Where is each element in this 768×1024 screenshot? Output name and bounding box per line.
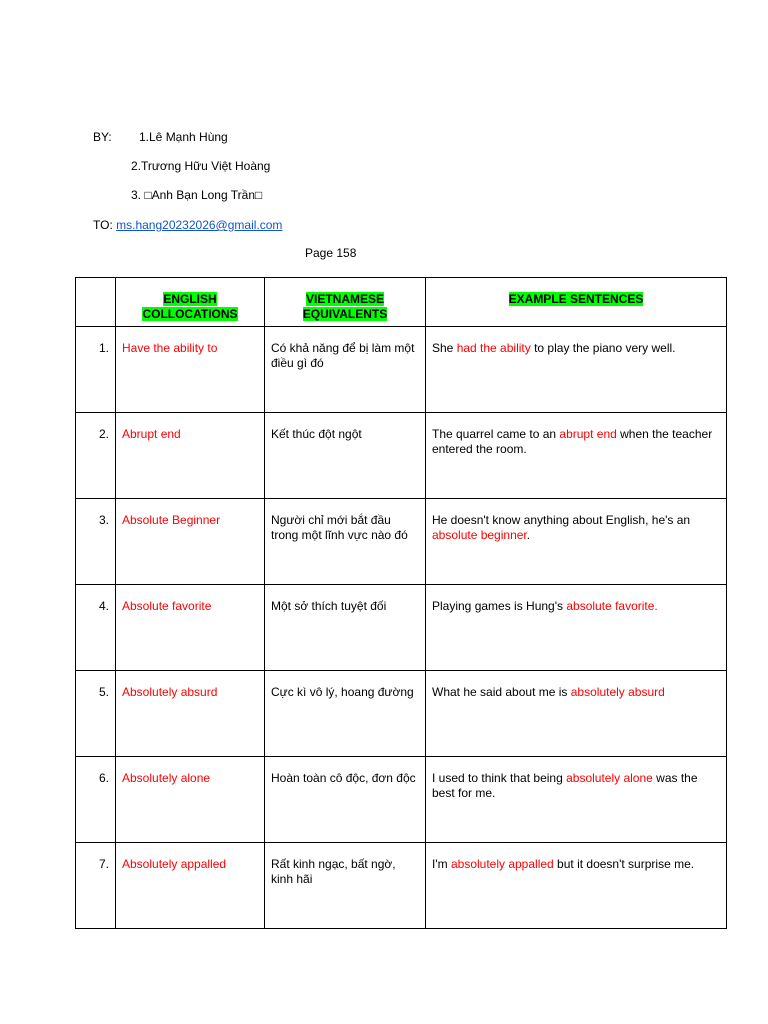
row-number: 6. <box>76 757 116 843</box>
header-english <box>116 278 265 327</box>
table-row <box>76 757 727 843</box>
table-row <box>76 413 727 499</box>
header-vietnamese-label: VIETNAMESE EQUIVALENTS <box>302 292 388 321</box>
example-sentence: She had the ability to play the piano very well. <box>426 327 727 413</box>
header-number <box>76 278 116 327</box>
collocations-table <box>75 277 727 929</box>
example-sentence: He doesn't know anything about English, he's an absolute beginner. <box>426 499 727 585</box>
header-vietnamese <box>265 278 426 327</box>
row-number: 2. <box>76 413 116 499</box>
table-header-row <box>76 278 727 327</box>
to-line <box>93 218 282 232</box>
example-highlight: had the ability <box>456 341 531 355</box>
row-number: 7. <box>76 843 116 929</box>
email-link[interactable]: ms.hang20232026@gmail.com <box>116 218 283 232</box>
header-english-label: ENGLISH COLLOCATIONS <box>142 292 238 321</box>
vietnamese-equivalent: Có khả năng để bị làm một điều gì đó <box>265 327 426 413</box>
english-collocation: Have the ability to <box>116 327 265 413</box>
table-row <box>76 671 727 757</box>
row-number: 5. <box>76 671 116 757</box>
to-label: TO: <box>93 218 113 232</box>
by-label: BY: <box>93 130 112 144</box>
header-examples <box>426 278 727 327</box>
example-sentence: Playing games is Hung's absolute favorite. <box>426 585 727 671</box>
author-1: 1.Lê Mạnh Hùng <box>139 130 228 144</box>
vietnamese-equivalent: Kết thúc đột ngột <box>265 413 426 499</box>
vietnamese-equivalent: Rất kinh ngạc, bất ngờ, kinh hãi <box>265 843 426 929</box>
author-3: 3. □Anh Bạn Long Trần□ <box>131 188 263 202</box>
example-highlight: absolutely alone <box>566 771 653 785</box>
vietnamese-equivalent: Người chỉ mới bắt đầu trong một lĩnh vực nào đó <box>265 499 426 585</box>
author-2: 2.Trương Hữu Việt Hoàng <box>131 159 271 173</box>
example-highlight: absolutely absurd <box>570 685 665 699</box>
example-sentence: What he said about me is absolutely absurd <box>426 671 727 757</box>
table-row <box>76 499 727 585</box>
vietnamese-equivalent: Hoàn toàn cô độc, đơn độc <box>265 757 426 843</box>
example-highlight: absolute favorite. <box>566 599 658 613</box>
vietnamese-equivalent: Một sở thích tuyệt đối <box>265 585 426 671</box>
row-number: 4. <box>76 585 116 671</box>
example-highlight: absolute beginner <box>432 528 527 542</box>
english-collocation: Absolute Beginner <box>116 499 265 585</box>
table-row <box>76 327 727 413</box>
example-sentence: I used to think that being absolutely alone was the best for me. <box>426 757 727 843</box>
english-collocation: Abrupt end <box>116 413 265 499</box>
example-sentence: I'm absolutely appalled but it doesn't surprise me. <box>426 843 727 929</box>
example-highlight: absolutely appalled <box>450 857 554 871</box>
table-row <box>76 843 727 929</box>
example-highlight: abrupt end <box>559 427 617 441</box>
english-collocation: Absolute favorite <box>116 585 265 671</box>
row-number: 3. <box>76 499 116 585</box>
row-number: 1. <box>76 327 116 413</box>
english-collocation: Absolutely absurd <box>116 671 265 757</box>
english-collocation: Absolutely appalled <box>116 843 265 929</box>
english-collocation: Absolutely alone <box>116 757 265 843</box>
table-row <box>76 585 727 671</box>
page-number: Page 158 <box>305 246 357 260</box>
header-examples-label: EXAMPLE SENTENCES <box>508 292 644 306</box>
example-sentence: The quarrel came to an abrupt end when the teacher entered the room. <box>426 413 727 499</box>
vietnamese-equivalent: Cực kì vô lý, hoang đường <box>265 671 426 757</box>
